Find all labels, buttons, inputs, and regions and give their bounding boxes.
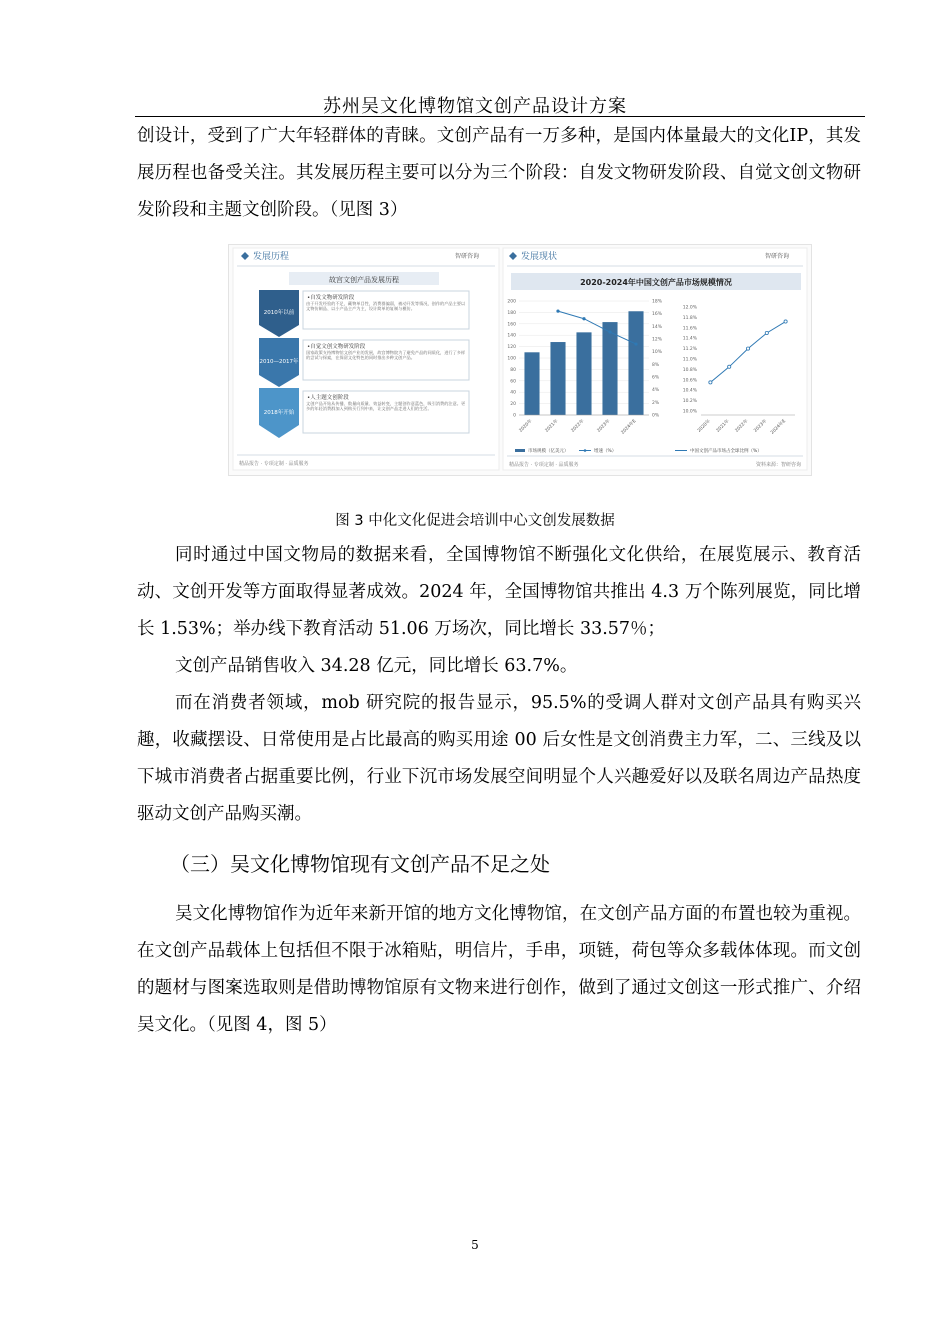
legend-swatch-bar — [515, 449, 525, 452]
line-y-tick-label: 10.8% — [682, 367, 697, 373]
legend-share: 中国文创产品市场占全球比例（%） — [690, 449, 762, 454]
y2-tick-label: 4% — [652, 388, 660, 394]
bar-4 — [602, 322, 617, 415]
line-y-tick-label: 11.8% — [682, 315, 697, 321]
y-tick-label: 80 — [510, 367, 516, 373]
share-point-3 — [746, 347, 749, 350]
line-y-tick-label: 11.4% — [682, 336, 697, 342]
bar-5 — [628, 311, 643, 415]
bar-3 — [576, 332, 591, 415]
share-point-2 — [728, 365, 731, 368]
growth-point-1 — [556, 310, 559, 313]
figure-3 — [228, 244, 812, 476]
y2-tick-label: 12% — [652, 337, 663, 343]
x-tick-label: 2024年E — [620, 418, 638, 436]
stage-desc-1-box — [306, 301, 466, 329]
stage-name-3: •人主题文创阶段 — [307, 395, 349, 401]
stage-name-2: •自觉文创文物研发阶段 — [307, 344, 366, 350]
y-tick-label: 160 — [507, 322, 516, 328]
x-tick-label: 2023年 — [596, 418, 612, 434]
line-y-tick-label: 11.0% — [682, 357, 697, 363]
y2-tick-label: 2% — [652, 400, 660, 406]
chart-title: 2020-2024年中国文创产品市场规模情况 — [580, 278, 732, 287]
y2-tick-label: 10% — [652, 350, 663, 356]
y-tick-label: 60 — [510, 379, 516, 385]
bar-1 — [524, 352, 539, 415]
y2-tick-label: 8% — [652, 362, 660, 368]
header-rule — [135, 116, 865, 117]
stage-period-3: 2018年开始 — [263, 410, 295, 416]
y2-tick-label: 14% — [652, 324, 663, 330]
y-tick-label: 40 — [510, 390, 516, 396]
line-x-tick-label: 2024年E — [770, 418, 788, 436]
share-point-1 — [709, 381, 712, 384]
paragraph-5: 吴文化博物馆作为近年来新开馆的地方文化博物馆，在文创产品方面的布置也较为重视。在文创产品载体上包括但不限于冰箱贴，明信片，手串，项链，荷包等众多载体体现。而文创的题材与图案选取则是借助博物馆原有文物来进行创作，做到了通过文创这一形式推广、介绍吴文化。（见图 4，图 5） — [137, 904, 861, 1035]
stage-desc-1: 由于开发经验的不足，藏物单目性，消费群偏弱，被动开发等情况，创作的产品主要以文物仿制品、以小产品主产为主，设计简单的复制与模仿。 — [306, 301, 466, 312]
paragraph-4: 而在消费者领域，mob 研究院的报告显示，95.5%的受调人群对文创产品具有购买兴趣，收藏摆设、日常使用是占比最高的购买用途 00 后女性是文创消费主力军，二、三线及以下城市消费者占据重要比例，行业下沉市场发展空间明显个人兴趣爱好以及联名周边产品热度驱动文创产品购买潮。 — [137, 693, 861, 824]
y2-tick-label: 0% — [652, 413, 660, 419]
line-y-tick-label: 10.0% — [682, 409, 697, 415]
y-tick-label: 200 — [507, 299, 516, 305]
x-tick-label: 2022年 — [570, 418, 586, 434]
left-panel-brand: 智研咨询 — [455, 253, 480, 260]
growth-point-2 — [582, 317, 585, 320]
figure-3-graphic — [229, 245, 811, 475]
line-y-tick-label: 10.2% — [682, 399, 697, 405]
right-panel-source: 资料来源：智研咨询 — [756, 462, 802, 468]
line-y-tick-label: 11.2% — [682, 347, 697, 353]
figure-caption: 图 3 中化文化促进会培训中心文创发展数据 — [335, 513, 615, 529]
growth-point-4 — [634, 342, 637, 345]
line-x-tick-label: 2021年 — [715, 418, 731, 434]
legend-bar: 市场规模（亿美元） — [528, 449, 569, 454]
paragraph-2: 同时通过中国文物局的数据来看，全国博物馆不断强化文化供给，在展览展示、教育活动、文创开发等方面取得显著成效。2024 年，全国博物馆共推出 4.3 万个陈列展览，同比增长 1.53%；举办线下教育活动 51.06 万场次，同比增长 33.57％； — [137, 545, 861, 639]
x-tick-label: 2021年 — [544, 418, 560, 434]
right-panel-brand: 智研咨询 — [765, 253, 790, 260]
y-tick-label: 100 — [507, 356, 516, 362]
left-panel-title: 故宫文创产品发展历程 — [329, 276, 399, 284]
share-point-4 — [765, 331, 768, 334]
paragraph-1: 创设计，受到了广大年轻群体的青睐。文创产品有一万多种，是国内体量最大的文化IP，其发展历程也备受关注。其发展历程主要可以分为三个阶段：自发文物研发阶段、自觉文创文物研发阶段和主题文创阶段。（见图 3） — [137, 126, 861, 220]
section-title: （三）吴文化博物馆现有文创产品不足之处 — [170, 852, 550, 876]
right-panel — [503, 248, 807, 470]
stage-desc-3: 文创产品开始从传播、数量向质量、效益转变，主题创作意蓝色，吸引消费的注意。更多的年轻消费群加入到购买行列中来，让文创产品走进人们的生活。 — [306, 401, 466, 412]
stage-desc-3-box — [306, 401, 466, 433]
line-x-tick-label: 2023年 — [753, 418, 769, 434]
share-point-5 — [784, 320, 787, 323]
line-x-tick-label: 2020年 — [696, 418, 712, 434]
stage-period-1: 2010年以前 — [263, 310, 295, 316]
stage-name-1: •自发文物研发阶段 — [307, 295, 355, 301]
x-tick-label: 2020年 — [518, 418, 534, 434]
right-panel-tag: 发展现状 — [521, 252, 558, 262]
right-panel-footer: 精品报告 · 专项定制 · 品质服务 — [509, 462, 579, 468]
y-tick-label: 180 — [507, 310, 516, 316]
left-panel-footer: 精品报告 · 专项定制 · 品质服务 — [239, 461, 309, 467]
y2-tick-label: 16% — [652, 312, 663, 318]
growth-point-3 — [608, 330, 611, 333]
left-panel — [233, 248, 499, 470]
y2-tick-label: 18% — [652, 299, 663, 305]
stage-desc-2: 国家政策支持博物馆文创产业的发展，故宫博物院为了避免产品的同质化，进行了多样的尝试与探索，在保留文化特色的同时推出多种文创产品。 — [306, 350, 466, 361]
line-x-tick-label: 2022年 — [734, 418, 750, 434]
page-number: 5 — [471, 1238, 479, 1252]
line-y-tick-label: 10.6% — [682, 378, 697, 384]
y-tick-label: 120 — [507, 345, 516, 351]
paragraph-3: 文创产品销售收入 34.28 亿元，同比增长 63.7%。 — [175, 656, 578, 676]
line-y-tick-label: 11.6% — [682, 326, 697, 332]
y2-tick-label: 6% — [652, 375, 660, 381]
line-y-tick-label: 10.4% — [682, 388, 697, 394]
stage-period-2: 2010—2017年 — [259, 359, 299, 365]
y-tick-label: 0 — [513, 413, 516, 419]
y-tick-label: 140 — [507, 333, 516, 339]
legend-growth: 增速（%） — [594, 449, 617, 454]
bar-2 — [550, 342, 565, 415]
y-tick-label: 20 — [510, 402, 516, 408]
line-y-tick-label: 12.0% — [682, 305, 697, 311]
page-header-title: 苏州吴文化博物馆文创产品设计方案 — [323, 96, 627, 117]
stage-desc-2-box — [306, 350, 466, 380]
left-panel-tag: 发展历程 — [253, 252, 290, 262]
